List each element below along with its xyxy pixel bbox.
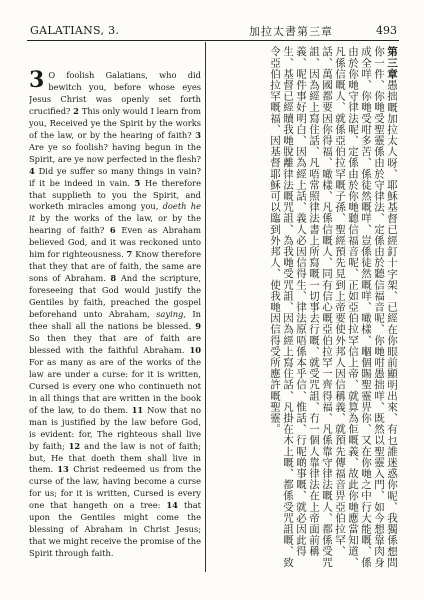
- running-header: [27, 22, 399, 41]
- verse-number: 13: [57, 464, 74, 475]
- verse-text: and the law is not of faith; but, He that doeth them shall live in them.: [29, 440, 201, 475]
- verse-text: In thee shall all the nations be blessed.: [29, 309, 201, 332]
- verse-number: 8: [110, 273, 121, 284]
- verse-text: Are ye so foolish? having begun in the Spirit, are ye now perfected in the flesh?: [29, 141, 201, 164]
- page-number: 493: [376, 24, 397, 37]
- verse-text: Did ye suffer so many things in vain? if it be indeed in vain.: [29, 165, 201, 188]
- chinese-chapter-label: 第三章: [386, 46, 398, 80]
- verse-text: by the works of the law, or by the hearing of faith?: [29, 213, 201, 236]
- verse-text: Even as Abraham believed God, and it was reckoned unto him for righteousness.: [29, 225, 201, 260]
- verse-number: 11: [131, 404, 148, 415]
- verse-text: So then they that are of faith are blessed with the faithful Abraham.: [29, 332, 201, 355]
- verse-number: 9: [195, 321, 201, 332]
- verse-text: This only would I learn from you, Received ye the Spirit by the works of the law, or by the hearing of faith?: [29, 105, 201, 140]
- verse-text: that upon the Gentiles might come the blessing of Abraham in Christ Jesus; that we might receive the promise of the Spirit through faith.: [29, 500, 201, 559]
- verse-text: And the scripture, foreseeing that God would justify the Gentiles by faith, preached the gospel beforehand unto Abraham,: [29, 273, 201, 320]
- italic-supplied-words: saying,: [156, 309, 187, 320]
- verse-number: 14: [166, 500, 185, 511]
- verse-text: He therefore that supplieth to you the Spirit, and worketh miracles among you,: [29, 177, 201, 212]
- header-chinese-title: 加拉太書第三章: [249, 25, 333, 38]
- italic-supplied-words: doeth he it: [29, 201, 201, 224]
- column-divider: [205, 42, 206, 572]
- verse-number: 2: [73, 105, 82, 116]
- verse-text: Christ redeemed us from the curse of the law, having become a curse for us; for it is written, Cursed is every one that hangeth on a tree:: [29, 464, 201, 511]
- chapter-dropcap: 3: [29, 70, 45, 93]
- verse-text: For as many as are of the works of the law are under a curse: for it is written, Cursed is every one who continueth not in all things that are written in the book of the law, to do them.: [29, 356, 201, 415]
- english-text-column: [29, 70, 201, 570]
- verse-text: Know therefore that they that are of faith, the same are sons of Abraham.: [29, 249, 201, 284]
- verse-number: 4: [29, 165, 39, 176]
- verse-number: 6: [109, 225, 122, 236]
- chinese-verses: 愚拙嘅加拉太人呀、耶穌基督已經釘十字架、已經在你眼前顯明出來、有乜誰迷惑你呢、我獨係想問你一件、你哋受聖靈係由於守律法、定係由於聽信福音呢、你哋咁愚拙咩、既然以聖靈入門、如今想靠肉身成全咩、你哋受咁多苦、係徒然嘅咩、豈係徒然嘅咩、噉樣、嗰個賜聖靈畀你、又在你哋之中行大能嘅、係由於你哋守律法呢、定係由於你哋聽信福音呢、正如亞伯拉罕信上帝、就算為佢嘅義、故此你哋應當知道、凡係信嘅人、就係亞伯拉罕嘅子孫、聖經預先見到上帝要使外邦人因信稱義、就預先傳福音畀亞伯拉罕、話、萬國都要因你得福、噉樣、凡係信嘅人、同有信心嘅亞伯拉罕一齊得福、凡係靠守律法嘅人、都係受咒詛、因為經上寫住話、凡唔常照律法書上所寫嘅一切事去行嘅、就受咒詛、冇一個人靠律法在上帝面前稱義、呢件事好明白、因為經上話、義人必因信得生、律法原唔係本乎信、惟話、行呢啲事嘅、就必因此得生、基督已經贖我哋脫離律法嘅咒詛、為我哋受咒詛、因為經上寫住話、凡掛在木上嘅、都係受咒詛嘅、致令亞伯拉罕嘅福、因基督耶穌可以臨到外邦人、使我哋因信得受所應許嘅聖靈。: [269, 46, 398, 568]
- verse-text: O foolish Galatians, who did bewitch you, before whose eyes Jesus Christ was openly set forth crucified?: [29, 70, 201, 116]
- english-verses: [29, 70, 201, 558]
- chinese-text-column: [210, 46, 398, 571]
- verse-number: 10: [189, 344, 201, 355]
- verse-number: 3: [195, 129, 201, 140]
- verse-number: 5: [134, 177, 145, 188]
- header-book-chapter: GALATIANS, 3.: [30, 24, 120, 37]
- verse-number: 12: [68, 440, 85, 451]
- verse-number: 7: [126, 249, 136, 260]
- verse-text: Now that no man is justified by the law before God, is evident: for, The righteous shall live by faith;: [29, 404, 201, 451]
